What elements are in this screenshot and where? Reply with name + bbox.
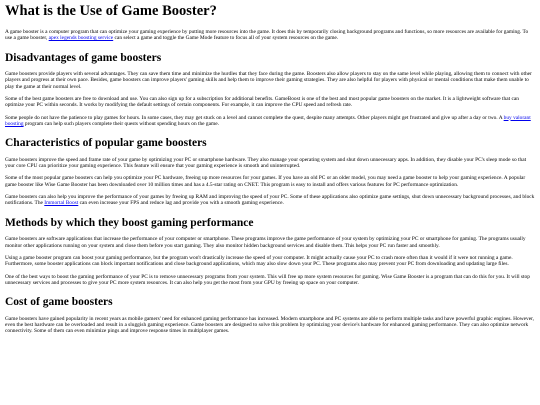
intro-paragraph [5, 29, 535, 42]
apex-legends-boosting-link[interactable]: apex legends boosting service [48, 35, 114, 42]
buy-valorant-boosting-link[interactable]: buy valorant boosting [5, 114, 531, 127]
paragraph-text-before: Game boosters can also help you improve the performance of your games by freeing up RAM and improving the speed of your PC. Some of these applications also optimize game settings, shut down unnecessary background processes, and block notifications. The [5, 194, 535, 207]
section-heading-methods: Methods by which they boost gaming performance [5, 216, 254, 229]
paragraph: Game boosters provide players with several advantages. They can save them time and minimize the hurdles that they face during the game. Boosters also allow players to stay on the same level while playing, allowing them to connect with other players and progress at their own pace. Besides, game boosters can improve players' gaming skills and help them to improve their gaming strategies. They are also helpful for players with physical or mental conditions that make them unable to play the game at their normal level. [5, 71, 532, 90]
paragraph [5, 194, 535, 207]
paragraph-text-before: Some people do not have the patience to play games for hours. In some cases, they may get stuck on a level and cannot complete the quest, despite many attempts. Other players might get frustrated and give up after a day or two. A [5, 114, 504, 121]
paragraph-text-after: can even increase your FPS and reduce lag and provide you with a smooth gaming experience. [78, 200, 284, 207]
intro-text-after: can select a game and toggle the Game Mode feature to focus all of your system resources on the game. [113, 35, 339, 42]
intro-text-before: A game booster is a computer program that can optimize your gaming experience by putting more resources into the game. It does this by temporarily closing background programs and functions, so more resources are available for gaming. To use a game booster, [5, 28, 529, 42]
section-heading-characteristics: Characteristics of popular game boosters [5, 137, 207, 150]
section-heading-cost: Cost of game boosters [5, 296, 113, 309]
paragraph-text-after: program can help such players complete their quests without spending hours on the game. [23, 120, 219, 127]
paragraph: Game boosters improve the speed and frame rate of your game by optimizing your PC or smartphone hardware. They also manage your operating system and shut down unnecessary apps. In addition, they disable your PC's sleep mode so that your core CPU can prioritize your gaming experience. This feature will ensure that your gaming experience is smooth and uninterrupted. [5, 156, 527, 170]
paragraph: Some of the most popular game boosters can help you optimize your PC hardware, freeing up more resources for your games. If you have an old PC or an older model, you may need a game booster to help your gaming experience. A popular game booster like Wise Game Booster has been downloaded over 10 million times and has a 4.5-star rating on CNET. This program is easy to install and offers various features for PC performance optimization. [5, 175, 526, 188]
section-heading-disadvantages: Disadvantages of game boosters [5, 51, 162, 64]
paragraph: One of the best ways to boost the gaming performance of your PC is to remove unnecessary programs from your system. This will free up more system resources for gaming. Wise Game Booster is a program that can do this for you. It will stop unnecessary services and processes to give your PC more system resources. It can also help you get the most from your GPU by freeing up space on your computer. [5, 273, 530, 286]
paragraph: Game boosters are software applications that increase the performance of your computer or smartphone. These programs improve the game performance of your system by optimizing your PC or smartphone for gaming. The programs usually monitor other applications running on your system and close them before you start gaming. They also monitor hidden background services and disable them. This helps your PC run faster and smoothly. [5, 236, 526, 249]
paragraph: Game boosters have gained popularity in recent years as mobile gamers' need for enhanced gaming performance has increased. Modern smartphone and PC systems are able to perform multiple tasks and have powerful graphic engines. However, even the best hardware can be overloaded and result in a sluggish gaming experience. Game boosters are designed to solve this problem by optimizing your device's hardware for enhanced gaming performance. They can also optimize network connectivity. Some of them can even minimize pings and improve response times in multiplayer games. [5, 315, 535, 335]
paragraph [5, 115, 535, 128]
immortal-boost-link[interactable]: Immortal Boost [44, 200, 79, 207]
page-title: What is the Use of Game Booster? [5, 3, 217, 19]
paragraph: Using a game booster program can boost your gaming performance, but the program won't drastically increase the speed of your computer. It might actually cause your PC to crash more often than it would if it were not running a game. Furthermore, some booster applications can block important notifications and close background applications, which may also slow down your PC. These programs also may prevent your PC from downloading and updating large files. [5, 254, 513, 268]
paragraph: Some of the best game boosters are free to download and use. You can also sign up for a subscription for additional benefits. GameBoost is one of the best and most popular game boosters on the market. It is a lightweight software that can optimize your PC within seconds. It works by modifying the default settings of certain components. For example, it can improve the CPU speed and refresh rate. [5, 96, 519, 109]
